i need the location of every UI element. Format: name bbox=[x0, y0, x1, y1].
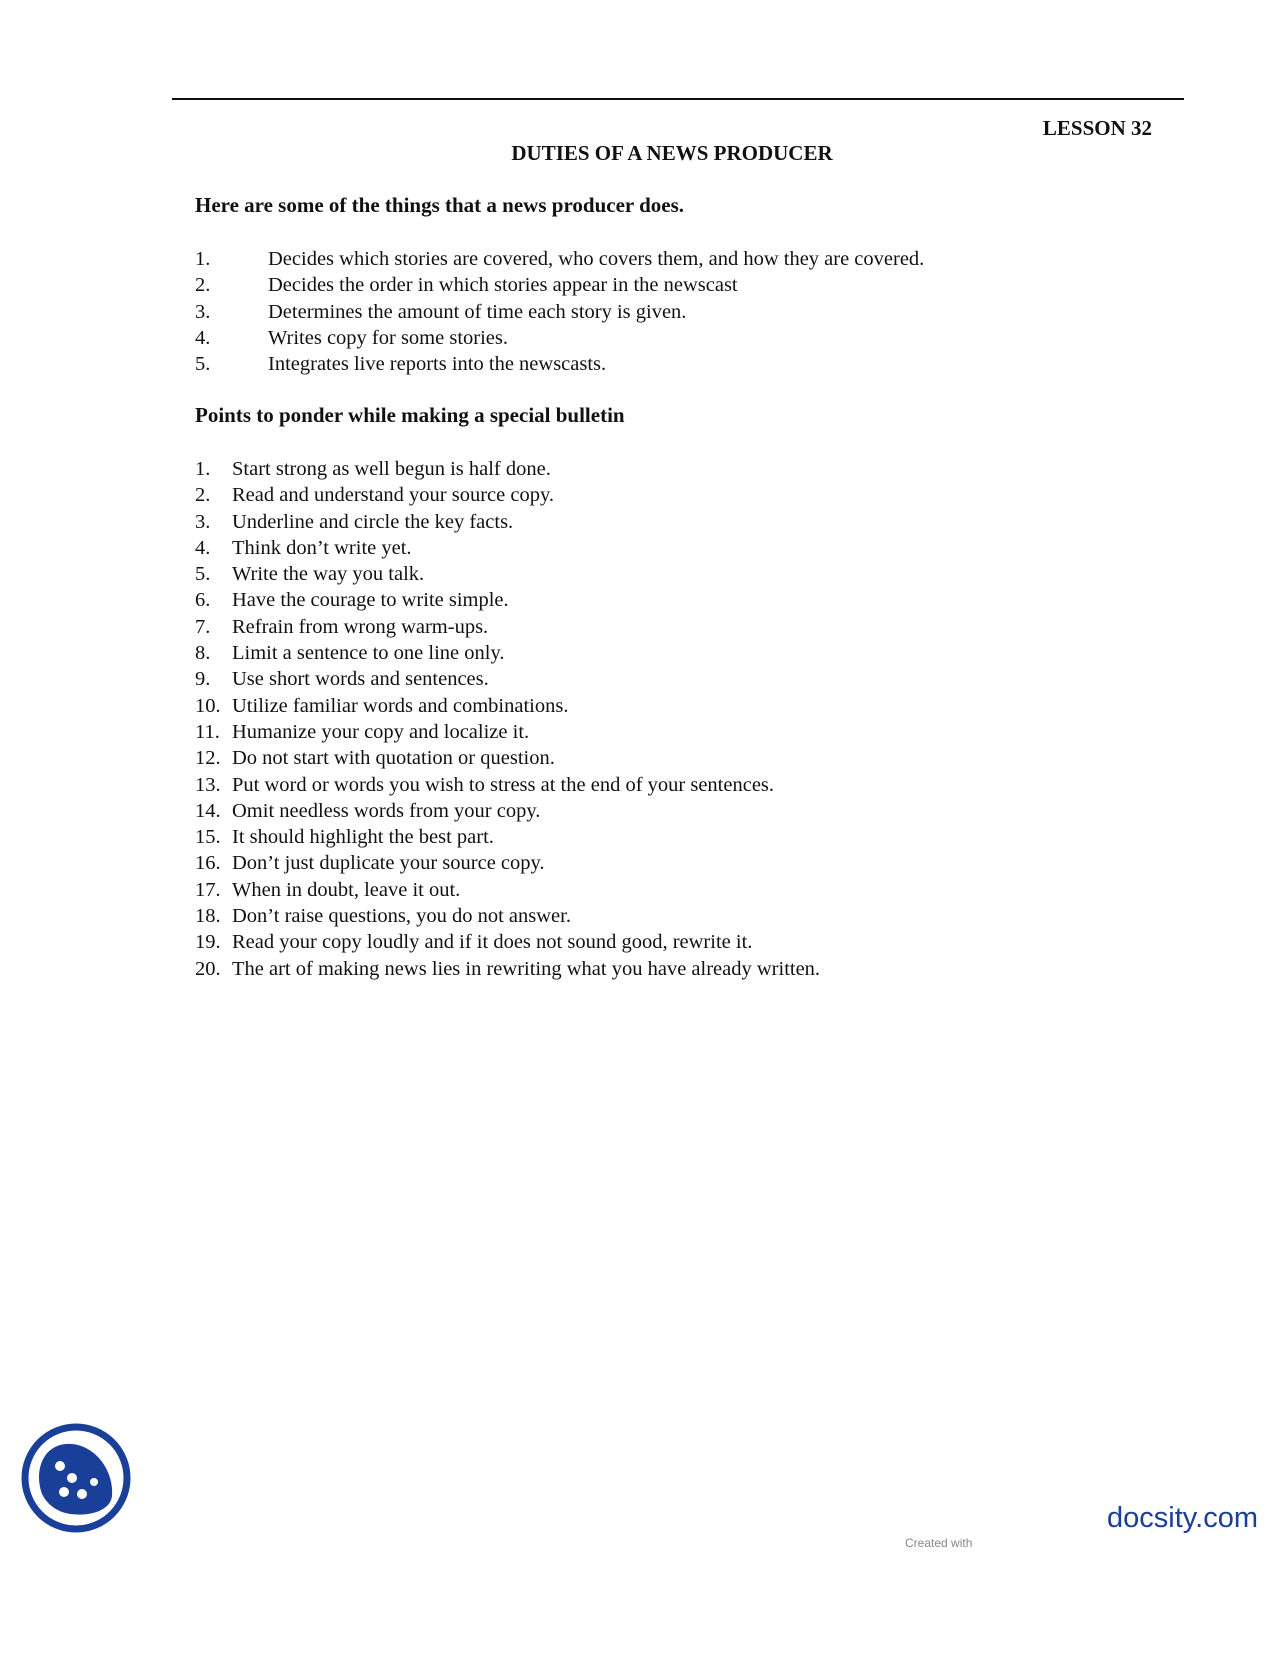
bulletin-point-item bbox=[195, 509, 820, 535]
list-item-number: 12. bbox=[195, 747, 221, 770]
bulletin-point-item bbox=[195, 614, 820, 640]
list-item-number: 3. bbox=[195, 300, 211, 323]
list-item-number: 2. bbox=[195, 274, 211, 297]
top-rule bbox=[172, 98, 1184, 100]
list-item-number: 10. bbox=[195, 694, 221, 717]
list-item-text: Don’t just duplicate your source copy. bbox=[232, 852, 545, 875]
list-item-text: Integrates live reports into the newscasts. bbox=[268, 353, 607, 376]
list-item-text: Decides which stories are covered, who covers them, and how they are covered. bbox=[268, 248, 925, 270]
bulletin-points-list bbox=[195, 456, 820, 982]
bulletin-point-item bbox=[195, 850, 820, 876]
list-item-text: Omit needless words from your copy. bbox=[232, 799, 541, 822]
bulletin-point-item bbox=[195, 561, 820, 587]
bulletin-point-item bbox=[195, 482, 820, 508]
list-item-text: Read your copy loudly and if it does not sound good, rewrite it. bbox=[232, 931, 753, 954]
bulletin-point-item bbox=[195, 772, 820, 798]
list-item-number: 4. bbox=[195, 536, 211, 559]
docsity-logo-icon bbox=[20, 1422, 132, 1534]
list-item-number: 9. bbox=[195, 668, 211, 691]
bulletin-point-item bbox=[195, 798, 820, 824]
duty-item bbox=[195, 246, 924, 272]
bulletin-point-item bbox=[195, 903, 820, 929]
list-item-text: Use short words and sentences. bbox=[232, 668, 489, 691]
list-item-text: Read and understand your source copy. bbox=[232, 484, 555, 507]
list-item-text: Have the courage to write simple. bbox=[232, 589, 509, 612]
section2-heading: Points to ponder while making a special bulletin bbox=[195, 403, 625, 427]
list-item-number: 4. bbox=[195, 326, 211, 349]
duty-item bbox=[195, 325, 924, 351]
list-item-text: Think don’t write yet. bbox=[232, 536, 412, 559]
bulletin-point-item bbox=[195, 956, 820, 982]
list-item-text: Put word or words you wish to stress at the end of your sentences. bbox=[232, 773, 775, 796]
page-title: DUTIES OF A NEWS PRODUCER bbox=[511, 141, 833, 165]
list-item-text: Writes copy for some stories. bbox=[268, 326, 508, 349]
list-item-number: 5. bbox=[195, 353, 211, 376]
list-item-number: 7. bbox=[195, 615, 211, 638]
list-item-text: Determines the amount of time each story is given. bbox=[268, 300, 687, 323]
list-item-text: Don’t raise questions, you do not answer. bbox=[232, 905, 571, 928]
list-item-text: Utilize familiar words and combinations. bbox=[232, 694, 569, 717]
list-item-text: Start strong as well begun is half done. bbox=[232, 458, 551, 480]
list-item-number: 17. bbox=[195, 878, 221, 901]
list-item-number: 6. bbox=[195, 589, 211, 612]
bulletin-point-item bbox=[195, 666, 820, 692]
bulletin-point-item bbox=[195, 693, 820, 719]
bulletin-point-item bbox=[195, 824, 820, 850]
list-item-number: 15. bbox=[195, 826, 221, 849]
list-item-number: 1. bbox=[195, 248, 211, 270]
list-item-text: The art of making news lies in rewriting what you have already written. bbox=[232, 957, 821, 980]
list-item-number: 8. bbox=[195, 642, 211, 665]
list-item-number: 5. bbox=[195, 563, 211, 586]
bulletin-point-item bbox=[195, 587, 820, 613]
list-item-text: Limit a sentence to one line only. bbox=[232, 642, 505, 665]
list-item-text: Humanize your copy and localize it. bbox=[232, 720, 530, 743]
list-item-number: 18. bbox=[195, 905, 221, 928]
lesson-number: LESSON 32 bbox=[1042, 116, 1152, 140]
list-item-number: 14. bbox=[195, 799, 221, 822]
list-item-text: Write the way you talk. bbox=[232, 563, 425, 586]
bulletin-point-item bbox=[195, 535, 820, 561]
bulletin-point-item bbox=[195, 877, 820, 903]
bulletin-point-item bbox=[195, 456, 820, 482]
list-item-number: 20. bbox=[195, 957, 221, 980]
list-item-text: When in doubt, leave it out. bbox=[232, 878, 461, 901]
bulletin-point-item bbox=[195, 745, 820, 771]
bulletin-point-item bbox=[195, 640, 820, 666]
list-item-number: 16. bbox=[195, 852, 221, 875]
list-item-text: Decides the order in which stories appear in the newscast bbox=[268, 274, 738, 297]
bulletin-point-item bbox=[195, 929, 820, 955]
duty-item bbox=[195, 299, 924, 325]
list-item-number: 19. bbox=[195, 931, 221, 954]
created-with-label: Created with bbox=[905, 1536, 973, 1550]
list-item-number: 3. bbox=[195, 510, 211, 533]
list-item-number: 1. bbox=[195, 458, 211, 480]
list-item-text: Refrain from wrong warm-ups. bbox=[232, 615, 489, 638]
bulletin-point-item bbox=[195, 719, 820, 745]
list-item-text: Underline and circle the key facts. bbox=[232, 510, 514, 533]
duty-item bbox=[195, 272, 924, 298]
duties-list bbox=[195, 246, 924, 377]
list-item-number: 13. bbox=[195, 773, 221, 796]
list-item-number: 2. bbox=[195, 484, 211, 507]
list-item-number: 11. bbox=[195, 720, 220, 743]
docsity-brand[interactable]: docsity.com bbox=[1107, 1502, 1258, 1534]
list-item-text: Do not start with quotation or question. bbox=[232, 747, 555, 770]
duty-item bbox=[195, 351, 924, 377]
list-item-text: It should highlight the best part. bbox=[232, 826, 494, 849]
section1-heading: Here are some of the things that a news producer does. bbox=[195, 193, 684, 217]
